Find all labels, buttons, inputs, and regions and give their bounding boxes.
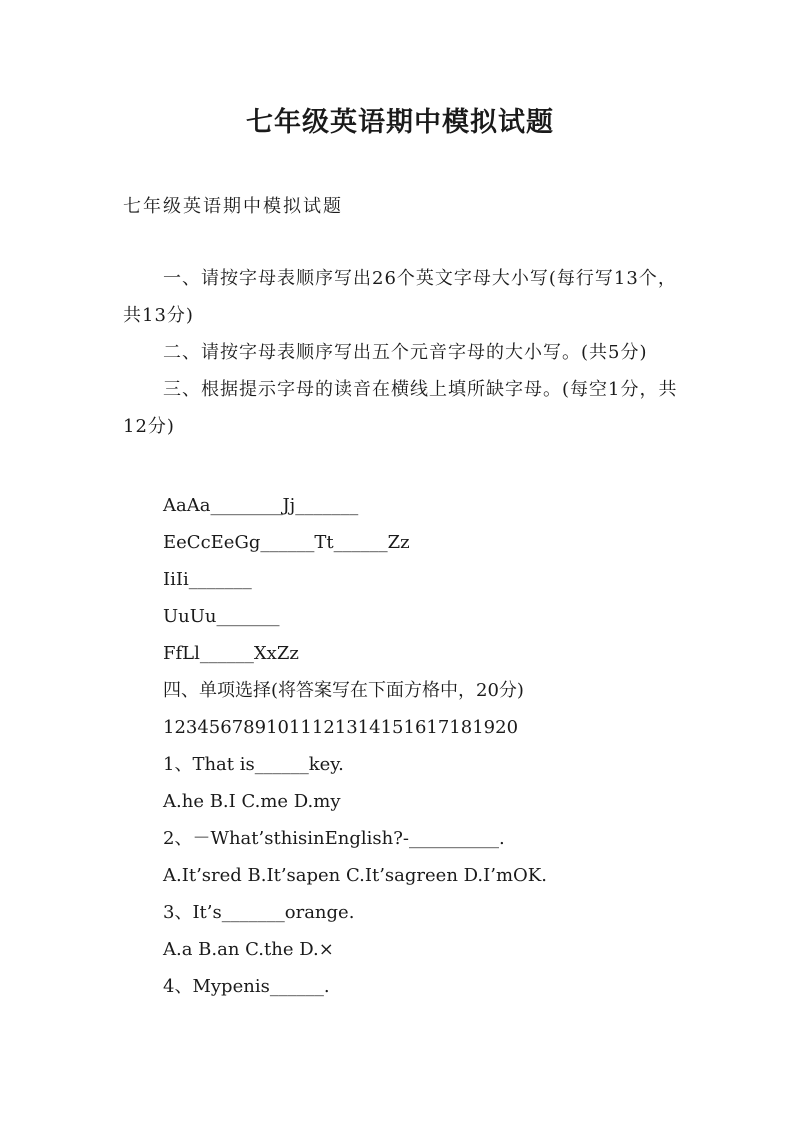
- section-4-heading: 四、单项选择(将答案写在下面方格中，20分): [163, 680, 524, 701]
- question-1-options: A.he B.I C.me D.my: [163, 791, 341, 812]
- letter-line-2: EeCcEeGg______Tt______Zz: [163, 532, 410, 553]
- document-subtitle: 七年级英语期中模拟试题: [123, 196, 343, 217]
- sections-block: [123, 260, 683, 445]
- letter-line-3: IiIi_______: [163, 569, 252, 590]
- letter-line-5: FfLl______XxZz: [163, 643, 299, 664]
- exercise-lines: [163, 487, 723, 1005]
- question-2: 2、－What’sthisinEnglish?-__________.: [163, 828, 505, 849]
- question-2-options: A.It’sred B.It’sapen C.It’sagreen D.I’mOK.: [163, 865, 547, 886]
- question-1: 1、That is______key.: [163, 754, 344, 775]
- section-3-text: 三、根据提示字母的读音在横线上填所缺字母。(每空1分，共12分): [123, 379, 678, 437]
- question-3-options: A.a B.an C.the D.×: [163, 939, 334, 960]
- question-3: 3、It’s_______orange.: [163, 902, 355, 923]
- letter-line-4: UuUu_______: [163, 606, 280, 627]
- document-title: 七年级英语期中模拟试题: [246, 107, 554, 138]
- answer-grid-numbers: 1234567891011121314151617181920: [163, 717, 519, 738]
- section-1-text: 一、请按字母表顺序写出26个英文字母大小写(每行写13个，共13分): [123, 268, 677, 326]
- letter-line-1: AaAa________Jj_______: [163, 495, 359, 516]
- question-4: 4、Mypenis______.: [163, 976, 330, 997]
- section-2-text: 二、请按字母表顺序写出五个元音字母的大小写。(共5分): [163, 342, 648, 363]
